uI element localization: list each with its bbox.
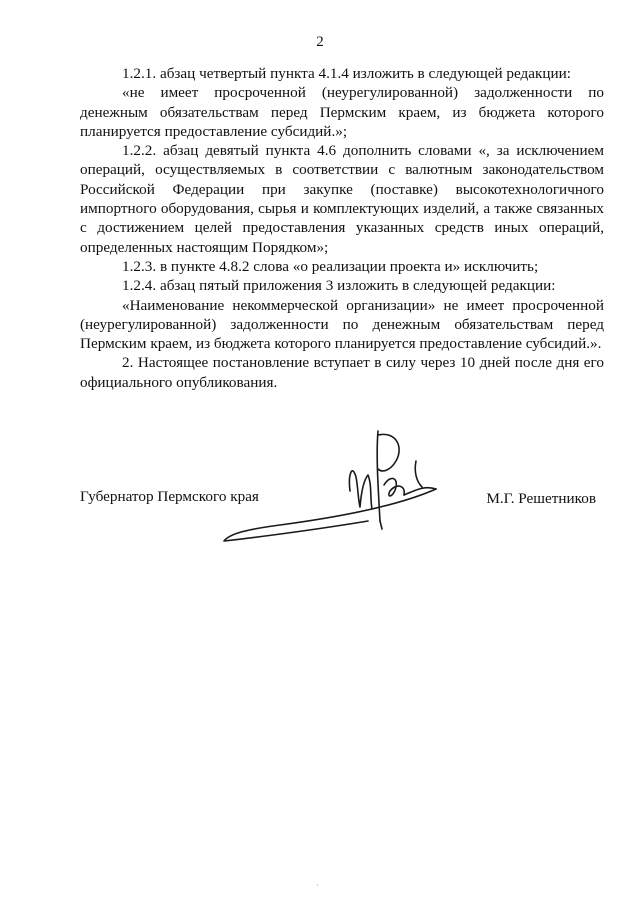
paragraph-quote-1: «не имеет просроченной (неурегулированной) задолженности по денежным обязательствам перед Пермским краем, из бюджета которого планируется предоставление субсидий.»;: [80, 84, 604, 140]
paragraph-1-2-2: 1.2.2. абзац девятый пункта 4.6 дополнить словами «, за исключением операций, осуществляемых в соответствии с валютным законодательством Российской Федерации при закупке (поставке) высокотехнологичного импортного оборудования, сырья и комплектующих изделий, а также связанных с достижением целей предоставления указанных средств иных операций, определенных настоящим Порядком»;: [80, 142, 604, 256]
page-number: 2: [316, 34, 324, 50]
signature-stroke-8: [380, 521, 382, 529]
paragraph-2: 2. Настоящее постановление вступает в силу через 10 дней после дня его официального опубликования.: [80, 354, 604, 391]
paragraph-quote-2: «Наименование некоммерческой организации» не имеет просроченной (неурегулированной) задолженности по денежным обязательствам перед Пермским краем, из бюджета которого планируется предоставление субсидий.».: [80, 296, 604, 353]
paragraph-1-2-3: 1.2.3. в пункте 4.8.2 слова «о реализации проекта и» исключить;: [122, 257, 539, 275]
footer-dot: ·: [316, 880, 319, 890]
signature-block: [80, 488, 604, 512]
signature-stroke-3: [378, 434, 399, 471]
signer-title: Губернатор Пермского края: [80, 488, 259, 505]
paragraph-1-2-1: 1.2.1. абзац четвертый пункта 4.1.4 изложить в следующей редакции:: [122, 65, 572, 82]
paragraph-1-2-4: 1.2.4. абзац пятый приложения 3 изложить в следующей редакции:: [122, 277, 556, 295]
signature-stroke-6: [415, 461, 422, 487]
document-body: [80, 64, 604, 392]
signer-name: М.Г. Решетников: [486, 490, 596, 507]
